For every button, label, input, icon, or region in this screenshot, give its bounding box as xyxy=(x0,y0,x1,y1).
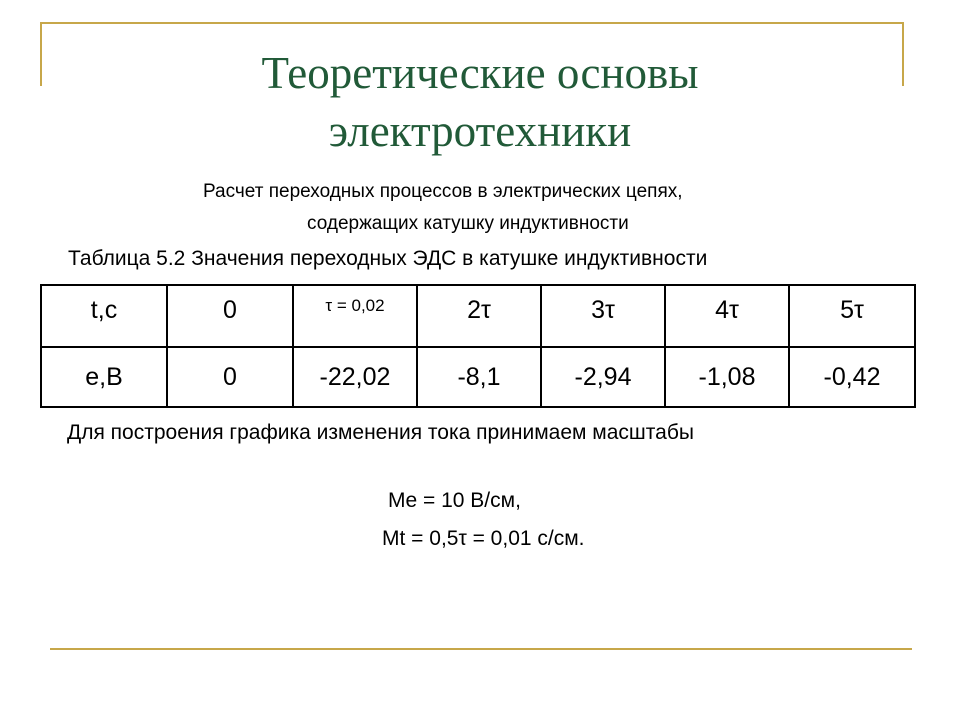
scale-me: Me = 10 В/см, xyxy=(388,489,521,512)
table-cell: 3τ xyxy=(541,285,665,347)
table-cell: -0,42 xyxy=(789,347,915,407)
frame-right-line xyxy=(902,22,904,86)
frame-bottom-line xyxy=(50,648,912,650)
scale-note: Для построения графика изменения тока принимаем масштабы xyxy=(67,421,694,444)
table-row-time xyxy=(41,285,915,347)
table-cell: e,B xyxy=(41,347,167,407)
emf-values-table xyxy=(40,284,916,408)
subtitle-line-2: содержащих катушку индуктивности xyxy=(307,213,629,234)
scale-mt: Mt = 0,5τ = 0,01 с/см. xyxy=(382,527,585,550)
table-cell: τ = 0,02 xyxy=(293,285,417,347)
subtitle-line-1: Расчет переходных процессов в электрических цепях, xyxy=(203,181,683,202)
table-cell: 2τ xyxy=(417,285,541,347)
table-cell: -22,02 xyxy=(293,347,417,407)
slide-title: Теоретические основы электротехники xyxy=(261,48,699,156)
table-cell: 5τ xyxy=(789,285,915,347)
frame-top-line xyxy=(40,22,904,24)
table-cell: 0 xyxy=(167,347,293,407)
table-cell: t,c xyxy=(41,285,167,347)
table-cell: 4τ xyxy=(665,285,789,347)
table-cell: 0 xyxy=(167,285,293,347)
table-row-emf xyxy=(41,347,915,407)
table-cell: -2,94 xyxy=(541,347,665,407)
table-cell: -1,08 xyxy=(665,347,789,407)
table-cell: -8,1 xyxy=(417,347,541,407)
frame-left-line xyxy=(40,22,42,86)
table-caption: Таблица 5.2 Значения переходных ЭДС в катушке индуктивности xyxy=(68,247,708,270)
